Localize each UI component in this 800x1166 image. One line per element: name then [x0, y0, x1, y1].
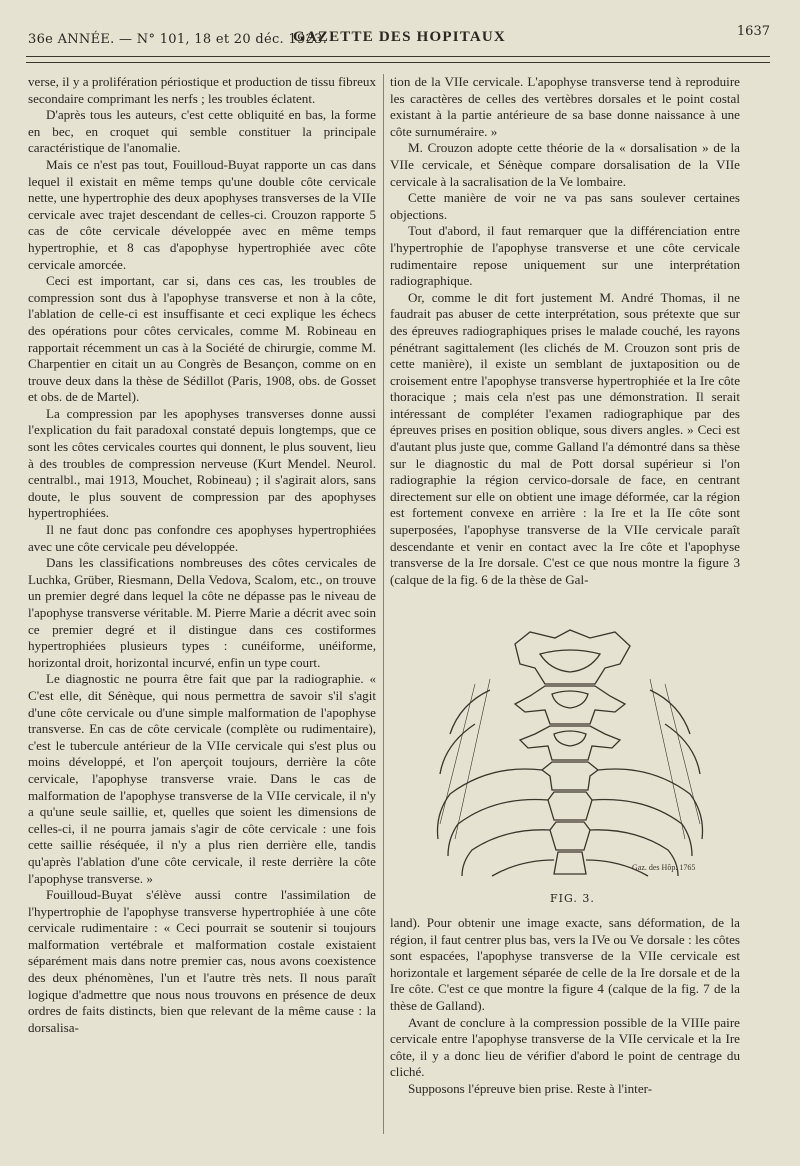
paragraph: verse, il y a prolifération périostique et production de tissu fibreux secondaire comprimant les nerfs ; les troubles éclatent.	[28, 74, 376, 106]
paragraph: Avant de conclure à la compression possible de la VIIIe paire cervicale entre l'apophyse transverse de la VIIe cervicale et la Ire côte, il y a donc lieu de vérifier d'abord le point de centrage du cliché.	[390, 1014, 740, 1080]
paragraph: Dans les classifications nombreuses des côtes cervicales de Luchka, Grüber, Riesmann, Della Vedova, Scalom, etc., on trouve un premier degré dans lequel la côte ne dépasse pas le niveau de l'apophyse transverse véritable. M. Pierre Marie a décrit avec soin ce premier degré et il distingue dans ces costiformes hypertrophiées plusieurs types : cunéiforme, unéiforme, horizontal droit, horizontal incurvé, enfin un type court.	[28, 555, 376, 670]
header-rule-thin	[26, 62, 770, 63]
running-header	[28, 22, 770, 50]
paragraph: Cette manière de voir ne va pas sans soulever certaines objections.	[390, 190, 740, 222]
page-number: 1637	[736, 24, 770, 39]
header-rule	[26, 56, 770, 57]
paragraph: D'après tous les auteurs, c'est cette obliquité en bas, la forme en bec, en croquet qui semble constituer la principale caractéristique de l'anomalie.	[28, 107, 376, 156]
paragraph: Supposons l'épreuve bien prise. Reste à l'inter-	[408, 1080, 653, 1096]
left-column	[28, 74, 376, 1036]
column-divider	[383, 74, 384, 1134]
paragraph: Il ne faut donc pas confondre ces apophyses hypertrophiées avec une côte cervicale peu développée.	[28, 522, 376, 554]
paragraph: land). Pour obtenir une image exacte, sans déformation, de la région, il faut centrer plus bas, vers la IVe ou Ve dorsale : les côtes sont espacées, l'apophyse transverse de la VIIe cervicale est horizontale et largement séparée de celle de la Ire dorsale et de la Ire côte. C'est ce que montre la figure 4 (calque de la fig. 7 de la thèse de Galland).	[390, 915, 740, 1013]
paragraph: M. Crouzon adopte cette théorie de la « dorsalisation » de la VIIe cervicale, et Sénèque compare dorsalisation de la VIIe cervicale à la sacralisation de la Ve lombaire.	[390, 140, 740, 189]
issue-line: 36e ANNÉE. — N° 101, 18 et 20 déc. 1923.	[28, 32, 328, 47]
figure-caption: FIG. 3.	[550, 892, 595, 905]
paragraph: Fouilloud-Buyat s'élève aussi contre l'assimilation de l'hypertrophie de l'apophyse transverse hypertrophiée à une côte cervicale rudimentaire : « Ceci pourrait se soutenir si toujours malformation vertébrale et malformation costale existaient séparément mais dans notre premier cas, nous avons coexistence des deux phénomènes, l'un et l'autre très nets. Il nous paraît logique d'admettre que nous nous trouvons en présence de deux ordres de faits distincts, bien que relevant de la même cause : la dorsalisa-	[28, 887, 376, 1035]
paragraph: tion de la VIIe cervicale. L'apophyse transverse tend à reproduire les caractères de celles des vertèbres dorsales et le point costal existant à la partie antérieure de sa base donne naissance à une côte surnuméraire. »	[390, 74, 740, 139]
paragraph: Or, comme le dit fort justement M. André Thomas, il ne faudrait pas abuser de cette interprétation, sous prétexte que sur des épreuves radiographiques prises le malade couché, les rayons pénétrant sagittalement (les clichés de M. Crouzon sont pris de cette manière), il existe un semblant de juxtaposition ou de croisement entre l'apophyse transverse hypertrophiée et la Ire côte thoracique ; mais cela n'est pas une démonstration. Il serait intéressant de compléter l'examen radiographique par des épreuves prises en position oblique, sous divers angles. » Ceci est d'autant plus juste que, comme Galland l'a démontré dans sa thèse sur le diagnostic du mal de Pott dorsal supérieur si l'on radiographie la région cervico-dorsale de face, en centrant directement sur elle on obtient une image déformée, car la région est fortement convexe en arrière : la Ire et la IIe côte sont superposées, l'apophyse transverse de la VIIe cervicale paraît descendante et venir en contact avec la Ire côte et l'apophyse transverse de la Ire dorsale. C'est ce que nous montre la figure 3 (calque de la fig. 6 de la thèse de Gal-	[390, 289, 740, 587]
paragraph: Tout d'abord, il faut remarquer que la différenciation entre l'hypertrophie de l'apophyse transverse et une côte cervicale rudimentaire repose uniquement sur une interprétation radiographique.	[390, 223, 740, 289]
paragraph: Mais ce n'est pas tout, Fouilloud-Buyat rapporte un cas dans lequel il existait en même temps qu'une double côte cervicale nette, une hypertrophie des deux apophyses transverses de la VIIe cervicale avec trajet descendant de celles-ci. Crouzon rapporte 5 cas de côte cervicale développée avec en même temps hypertrophie, et 8 cas d'apophyse hypertrophiée avec côte cervicale amorcée.	[28, 156, 376, 272]
figure-signature: Gaz. des Hôp. 1765	[632, 863, 696, 872]
right-column-bottom	[390, 915, 740, 1098]
paragraph: Le diagnostic ne pourra être fait que par la radiographie. « C'est elle, dit Sénèque, qui nous permettra de savoir s'il s'agit d'une côte cervicale ou d'une simple malformation de l'apophyse transverse. En cas de côte cervicale (complète ou rudimentaire), c'est le tubercule antérieur de la VIIe cervicale qui s'est plus ou moins développé, et l'on aperçoit toujours, derrière la côte cervicale, l'apophyse transverse vraie. Dans le cas de malformation de l'apophyse transverse de la VIIe cervicale, il n'y a qu'une seule saillie, et, quelles que soient les dimensions de celles-ci, il ne pourra jamais s'agir de côte cervicale : une fois cette saillie réséquée, il n'y a plus rien derrière elle, tandis qu'après l'ablation d'une côte cervicale, il reste derrière la côte l'apophyse transverse. »	[28, 671, 376, 886]
journal-title: GAZETTE DES HOPITAUX	[293, 29, 506, 45]
paragraph: La compression par les apophyses transverses donne aussi l'explication du fait paradoxal constaté depuis longtemps, que ce sont les côtes cervicales courtes qui donnent, le plus souvent, lieu à des troubles de compression nerveuse (Kurt Mendel. Neurol. centralbl., mai 1913, Mouchet, Robineau) ; il s'agirait alors, sans doute, le plus souvent de compression par des apophyses hypertrophiées.	[28, 405, 376, 521]
spine-drawing	[420, 624, 720, 884]
right-column-top	[390, 74, 740, 588]
figure-3	[420, 624, 720, 909]
paragraph: Ceci est important, car si, dans ces cas, les troubles de compression sont dus à l'apophyse transverse et non à la côte, l'ablation de celle-ci est insuffisante et ceci explique les échecs des opérations pour côtes cervicales, comme M. Robineau en rapportait récemment un cas à la Société de chirurgie, comme M. Charpentier en citait un au Congrès de Besançon, comme on en trouve deux dans la thèse de Sédillot (Paris, 1908, obs. de Gosset et obs. de de Martel).	[28, 273, 376, 405]
